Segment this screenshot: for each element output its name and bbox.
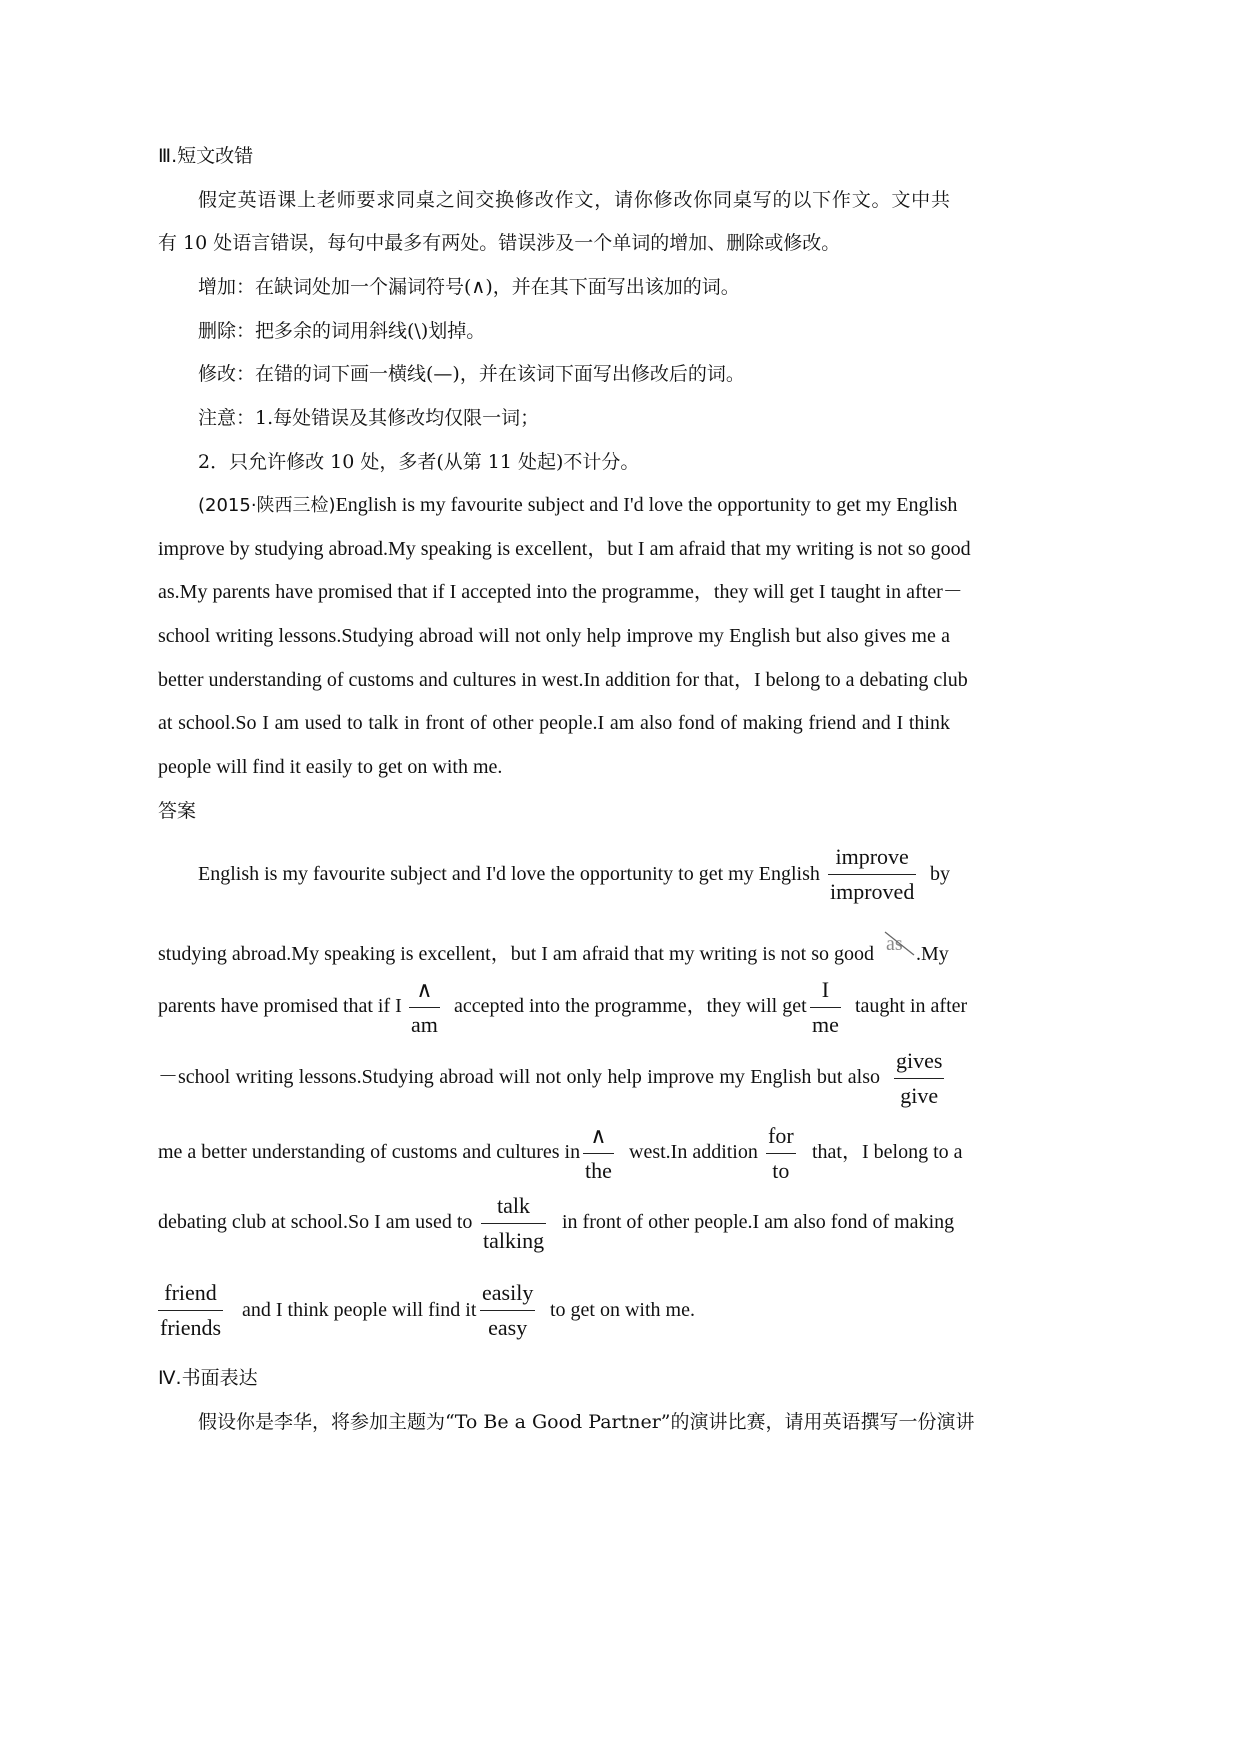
fraction-bar [766, 1153, 796, 1154]
strike-slash [882, 929, 918, 959]
correction-insert-the [583, 1121, 614, 1186]
answer-line-3c: taught in after [855, 995, 968, 1017]
passage-line-3: as.My parents have promised that if I accepted into the programme，they will get I taught in after－ [158, 581, 963, 603]
wrong-word: gives [896, 1048, 943, 1073]
fraction-bar [480, 1310, 535, 1311]
deleted-word-as [886, 933, 903, 956]
wrong-word: I [821, 977, 830, 1002]
wrong-word: talk [497, 1193, 531, 1218]
answer-line-5c: that，I belong to a [812, 1141, 963, 1163]
section-4-title: Ⅳ.书面表达 [158, 1367, 258, 1389]
wrong-word: friend [164, 1280, 217, 1305]
wrong-word: improve [835, 844, 909, 869]
fraction-bar [828, 874, 916, 875]
answer-line-6a: debating club at school.So I am used to [158, 1211, 473, 1233]
correction-for-to [766, 1121, 796, 1186]
answer-line-3b: accepted into the programme，they will get [454, 995, 807, 1017]
answer-line-4: －school writing lessons.Studying abroad will not only help improve my English but also [158, 1066, 880, 1088]
answer-line-1-tail: by [930, 863, 950, 885]
right-word: the [585, 1158, 612, 1183]
right-word: give [900, 1083, 939, 1108]
answer-label: 答案 [158, 800, 197, 822]
rule-delete: 删除：把多余的词用斜线(\)划掉。 [198, 320, 486, 342]
fraction-bar [810, 1007, 841, 1008]
passage-line-2: improve by studying abroad.My speaking is excellent，but I am afraid that my writing is not so good [158, 538, 971, 560]
correction-friend [158, 1278, 223, 1343]
passage-line-6: at school.So I am used to talk in front of other people.I am also fond of making friend and I think [158, 712, 950, 734]
deleted-word: as [886, 933, 903, 955]
correction-I-me [810, 975, 841, 1040]
right-word: improved [830, 879, 915, 904]
note-1: 注意：1.每处错误及其修改均仅限一词； [198, 407, 540, 429]
section-4-line-1: 假设你是李华，将参加主题为“To Be a Good Partner”的演讲比赛，请用英语撰写一份演讲 [198, 1411, 975, 1433]
right-word: friends [160, 1315, 222, 1340]
caret-mark: ∧ [416, 977, 433, 1002]
right-word: easy [488, 1315, 528, 1340]
correction-improve [828, 842, 916, 907]
answer-line-7a: and I think people will find it [242, 1299, 477, 1321]
passage-line-4: school writing lessons.Studying abroad will not only help improve my English but also gives me a [158, 625, 950, 647]
fraction-bar [409, 1007, 440, 1008]
section-3-title: Ⅲ.短文改错 [158, 145, 254, 167]
intro-line-1: 假定英语课上老师要求同桌之间交换修改作文，请你修改你同桌写的以下作文。文中共 [198, 189, 950, 211]
right-word: am [411, 1012, 438, 1037]
passage-line-7: people will find it easily to get on with me. [158, 756, 503, 778]
caret-mark: ∧ [590, 1123, 607, 1148]
answer-line-5b: west.In addition [629, 1141, 758, 1163]
intro-line-2: 有 10 处语言错误，每句中最多有两处。错误涉及一个单词的增加、删除或修改。 [158, 232, 841, 254]
right-word: to [772, 1158, 790, 1183]
source-label: (2015·陕西三检) [198, 495, 336, 516]
passage-text: English is my favourite subject and I'd love the opportunity to get my English [335, 494, 958, 516]
fraction-bar [158, 1310, 223, 1311]
right-word: me [812, 1012, 839, 1037]
correction-gives [894, 1046, 944, 1111]
passage-line-1 [198, 491, 958, 520]
wrong-word: for [768, 1123, 794, 1148]
right-word: talking [483, 1228, 545, 1253]
answer-line-5a: me a better understanding of customs and cultures in [158, 1141, 581, 1163]
rule-modify: 修改：在错的词下画一横线(—)，并在该词下面写出修改后的词。 [198, 363, 745, 385]
note-2: 2．只允许修改 10 处，多者(从第 11 处起)不计分。 [198, 451, 640, 473]
answer-line-7b: to get on with me. [550, 1299, 695, 1321]
answer-line-2: studying abroad.My speaking is excellent，but I am afraid that my writing is not so good [158, 943, 874, 965]
rule-add: 增加：在缺词处加一个漏词符号(∧)，并在其下面写出该加的词。 [198, 276, 740, 298]
fraction-bar [481, 1223, 546, 1224]
correction-insert-am [409, 975, 440, 1040]
fraction-bar [894, 1078, 944, 1079]
answer-line-3a: parents have promised that if I [158, 995, 402, 1017]
answer-line-2-tail: .My [916, 943, 949, 965]
correction-easily [480, 1278, 535, 1343]
fraction-bar [583, 1153, 614, 1154]
answer-line-1: English is my favourite subject and I'd love the opportunity to get my English [198, 863, 820, 885]
passage-line-5: better understanding of customs and cultures in west.In addition for that，I belong to a debating club [158, 669, 968, 691]
correction-talk [481, 1191, 546, 1256]
wrong-word: easily [482, 1280, 534, 1305]
answer-line-6b: in front of other people.I am also fond of making [562, 1211, 955, 1233]
